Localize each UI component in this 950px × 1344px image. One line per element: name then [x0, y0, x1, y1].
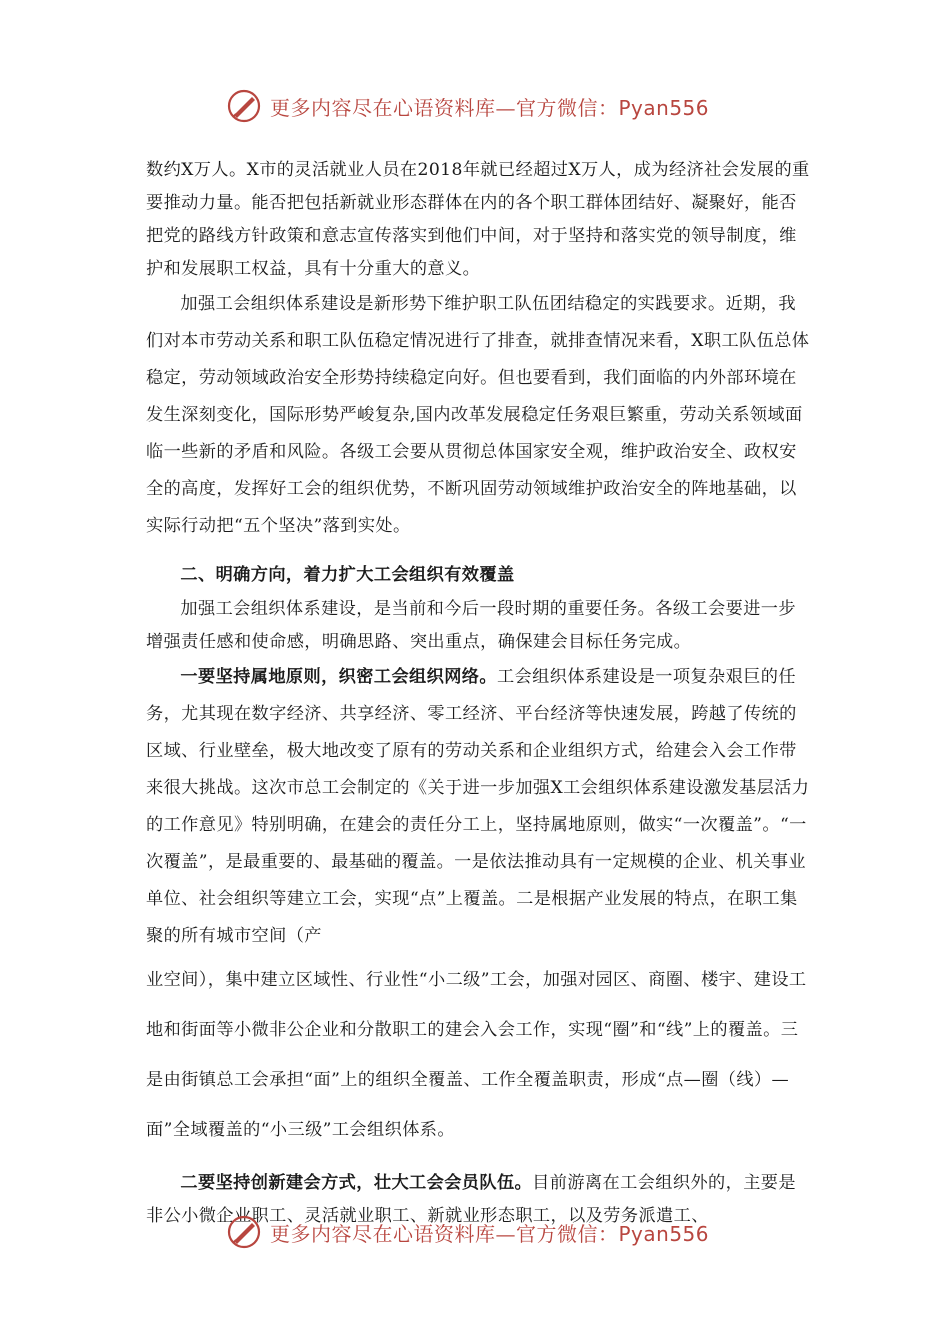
bold-lead-sentence: 一要坚持属地原则，织密工会组织网络。	[180, 667, 497, 687]
paragraph-text: 目前游离在工会组织外的，主要是非公小微企业职工、灵活就业职工、新就业形态职工，以及劳务派遣工、	[146, 1173, 796, 1226]
banner-text: 更多内容尽在心语资料库—官方微信：Pyan556	[270, 1221, 710, 1246]
paragraph-text: 工会组织体系建设是一项复杂艰巨的任务，尤其现在数字经济、共享经济、零工经济、平台经济等快速发展，跨越了传统的区域、行业壁垒，极大地改变了原有的劳动关系和企业组织方式，给建会入会工作带来很大挑战。这次市总工会制定的《关于进一步加强X工会组织体系建设激发基层活力的工作意见》特别明确，在建会的责任分工上，坚持属地原则，做实“一次覆盖”。“一次覆盖”，是最重要的、最基础的覆盖。一是依法推动具有一定规模的企业、机关事业单位、社会组织等建立工会，实现“点”上覆盖。二是根据产业发展的特点，在职工集聚的所有城市空间（产	[146, 667, 810, 946]
header-watermark-banner	[226, 86, 746, 126]
quill-logo-icon	[226, 88, 262, 124]
banner-text: 更多内容尽在心语资料库—官方微信：Pyan556	[270, 95, 710, 120]
paragraph: 加强工会组织体系建设，是当前和今后一段时期的重要任务。各级工会要进一步增强责任感和使命感，明确思路、突出重点，确保建会目标任务完成。	[146, 599, 796, 652]
quill-logo-icon	[226, 1214, 262, 1250]
section-heading: 二、明确方向，着力扩大工会组织有效覆盖	[180, 565, 515, 585]
paragraph: 数约X万人。X市的灵活就业人员在2018年就已经超过X万人，成为经济社会发展的重要推动力量。能否把包括新就业形态群体在内的各个职工群体团结好、凝聚好，能否把党的路线方针政策和意志宣传落实到他们中间，对于坚持和落实党的领导制度，维护和发展职工权益，具有十分重大的意义。	[146, 160, 810, 279]
bold-lead-sentence: 二要坚持创新建会方式，壮大工会会员队伍。	[180, 1173, 533, 1193]
paragraph: 业空间），集中建立区域性、行业性“小二级”工会，加强对园区、商圈、楼宇、建设工地和街面等小微非公企业和分散职工的建会入会工作，实现“圈”和“线”上的覆盖。三是由街镇总工会承担“面”上的组织全覆盖、工作全覆盖职责，形成“点—圈（线）—面”全域覆盖的“小三级”工会组织体系。	[146, 970, 807, 1140]
paragraph	[146, 659, 810, 955]
document-body	[146, 154, 810, 1233]
paragraph: 加强工会组织体系建设是新形势下维护职工队伍团结稳定的实践要求。近期，我们对本市劳动关系和职工队伍稳定情况进行了排查，就排查情况来看，X职工队伍总体稳定，劳动领域政治安全形势持续稳定向好。但也要看到，我们面临的内外部环境在发生深刻变化，国际形势严峻复杂,国内改革发展稳定任务艰巨繁重，劳动关系领域面临一些新的矛盾和风险。各级工会要从贯彻总体国家安全观，维护政治安全、政权安全的高度，发挥好工会的组织优势，不断巩固劳动领域维护政治安全的阵地基础，以实际行动把“五个坚决”落到实处。	[146, 294, 810, 536]
footer-watermark-banner	[226, 1212, 746, 1252]
